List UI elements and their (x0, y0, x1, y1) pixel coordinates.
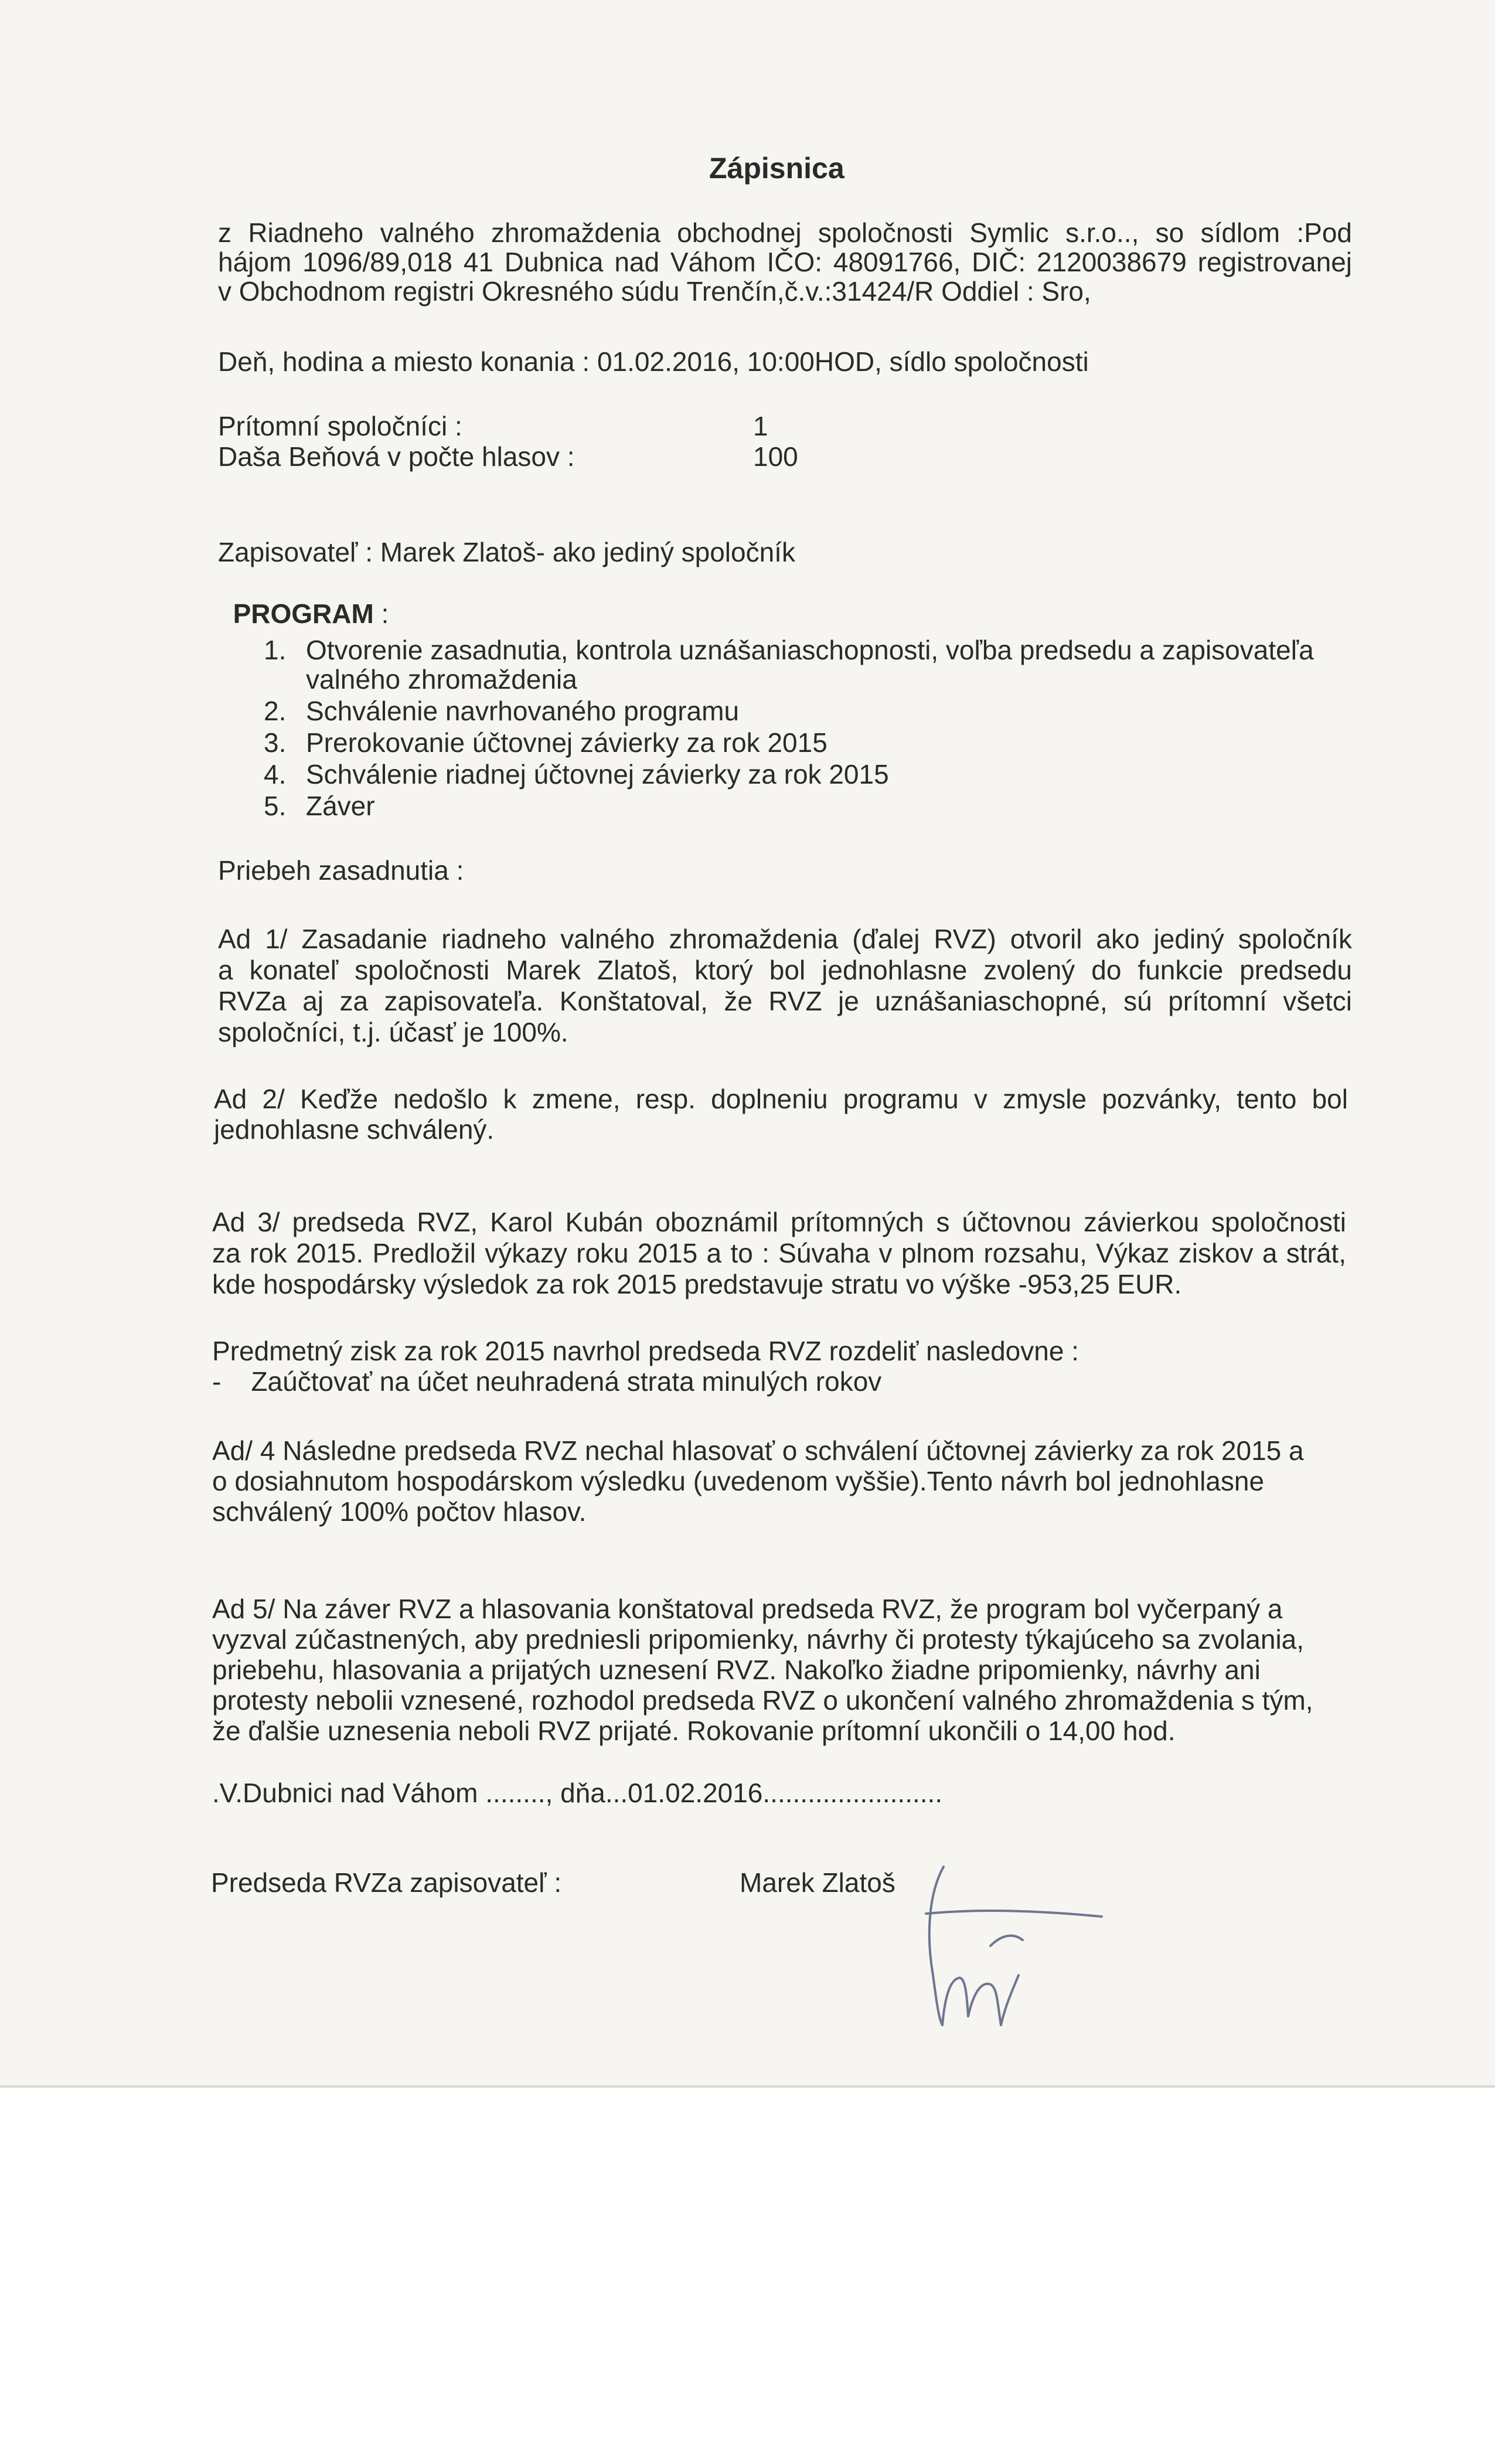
signer-name: Marek Zlatoš (740, 1867, 895, 1898)
ad1-line-1: Ad 1/ Zasadanie riadneho valného zhromaždenia (ďalej RVZ) otvoril ako jediný spoločník (218, 924, 1352, 954)
ad4-line-2: o dosiahnutom hospodárskom výsledku (uvedenom vyššie).Tento návrh bol jednohlasne (212, 1466, 1265, 1496)
intro-line-2: hájom 1096/89,018 41 Dubnica nad Váhom IČO: 48091766, DIČ: 2120038679 registrovanej (218, 247, 1352, 277)
profit-line: Predmetný zisk za rok 2015 navrhol predseda RVZ rozdeliť nasledovne : (212, 1336, 1079, 1366)
ad5-line-5: že ďalšie uznesenia neboli RVZ prijaté. Rokovanie prítomní ukončili o 14,00 hod. (212, 1716, 1176, 1746)
program-item-2-text: Schválenie navrhovaného programu (306, 696, 740, 726)
ad5-line-3: priebehu, hlasovania a prijatých uznesení RVZ. Nakoľko žiadne pripomienky, návrhy ani (212, 1655, 1261, 1685)
place-date-line: .V.Dubnici nad Váhom ........, dňa...01.02.2016........................ (212, 1778, 943, 1808)
program-heading-colon: : (373, 598, 389, 629)
program-item-1-text: Otvorenie zasadnutia, kontrola uznášaniaschopnosti, voľba predsedu a zapisovateľa (306, 635, 1314, 665)
program-item-1-text-cont: valného zhromaždenia (306, 664, 577, 695)
document-title: Zápisnica (709, 152, 844, 185)
ad4-line-3: schválený 100% počtov hlasov. (212, 1496, 587, 1527)
ad3-line-1: Ad 3/ predseda RVZ, Karol Kubán oboznámil prítomných s účtovnou závierkou spoločnosti (212, 1207, 1346, 1237)
program-item-3-number: 3. (264, 727, 287, 758)
signature-label: Predseda RVZa zapisovateľ : (211, 1867, 562, 1898)
ad2-line-1: Ad 2/ Keďže nedošlo k zmene, resp. doplneniu programu v zmysle pozvánky, tento bol (214, 1084, 1348, 1114)
ad5-line-4: protesty nebolii vznesené, rozhodol predseda RVZ o ukončení valného zhromaždenia s tým, (212, 1685, 1313, 1716)
program-item-4-text: Schválenie riadnej účtovnej závierky za rok 2015 (306, 759, 889, 789)
votes-value: 100 (753, 441, 798, 472)
program-heading: PROGRAM (233, 598, 374, 629)
ad1-line-3: RVZa aj za zapisovateľa. Konštatoval, že RVZ je uznášaniaschopné, sú prítomní všetci (218, 986, 1352, 1016)
profit-item: - Zaúčtovať na účet neuhradená strata minulých rokov (212, 1366, 882, 1397)
ad1-line-4: spoločníci, t.j. účasť je 100%. (218, 1017, 568, 1047)
ad4-line-1: Ad/ 4 Následne predseda RVZ nechal hlasovať o schválení účtovnej závierky za rok 2015 a (212, 1435, 1304, 1466)
intro-line-3: v Obchodnom registri Okresného súdu Trenčín,č.v.:31424/R Oddiel : Sro, (218, 276, 1091, 307)
ad3-line-3: kde hospodársky výsledok za rok 2015 predstavuje stratu vo výške -953,25 EUR. (212, 1269, 1182, 1299)
proceedings-heading: Priebeh zasadnutia : (218, 855, 464, 886)
meeting-line: Deň, hodina a miesto konania : 01.02.2016, 10:00HOD, sídlo spoločnosti (218, 346, 1089, 377)
program-item-3-text: Prerokovanie účtovnej závierky za rok 2015 (306, 727, 827, 758)
recorder-line: Zapisovateľ : Marek Zlatoš- ako jediný spoločník (218, 537, 795, 567)
ad2-line-2: jednohlasne schválený. (214, 1114, 495, 1145)
ad3-line-2: za rok 2015. Predložil výkazy roku 2015 a to : Súvaha v plnom rozsahu, Výkaz ziskov a strát, (212, 1238, 1346, 1268)
votes-label: Daša Beňová v počte hlasov : (218, 441, 575, 472)
program-item-5-text: Záver (306, 791, 375, 821)
page-edge-divider (0, 2085, 1495, 2088)
ad5-line-1: Ad 5/ Na záver RVZ a hlasovania konštatoval predseda RVZ, že program bol vyčerpaný a (212, 1594, 1283, 1624)
present-members-value: 1 (753, 411, 768, 441)
ad5-line-2: vyzval zúčastnených, aby predniesli pripomienky, návrhy či protesty týkajúceho sa zvolania, (212, 1624, 1305, 1655)
program-item-5-number: 5. (264, 791, 287, 821)
intro-line-1: z Riadneho valného zhromaždenia obchodnej spoločnosti Symlic s.r.o.., so sídlom :Pod (218, 217, 1352, 248)
handwritten-signature-icon (903, 1858, 1113, 2046)
program-item-2-number: 2. (264, 696, 287, 726)
program-item-4-number: 4. (264, 759, 287, 789)
program-item-1-number: 1. (264, 635, 287, 665)
present-members-label: Prítomní spoločníci : (218, 411, 462, 441)
program-heading-row (218, 566, 389, 629)
ad1-line-2: a konateľ spoločnosti Marek Zlatoš, ktorý bol jednohlasne zvolený do funkcie predsedu (218, 955, 1352, 985)
